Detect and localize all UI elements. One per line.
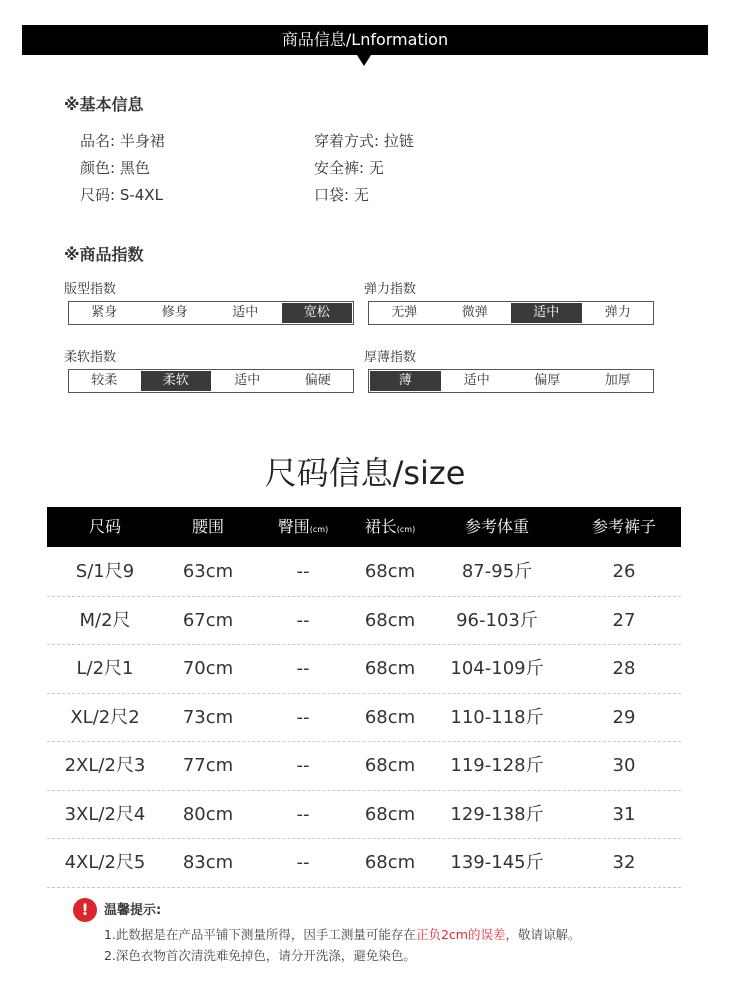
table-cell: -- <box>296 852 310 873</box>
index-option: 薄 <box>370 371 441 391</box>
table-cell: 32 <box>612 852 636 873</box>
index-option: 偏硬 <box>304 373 331 388</box>
table-row <box>47 597 681 645</box>
row-divider <box>47 887 681 888</box>
info-wear: 穿着方式: 拉链 <box>314 132 414 150</box>
size-table-header <box>47 507 681 547</box>
index-option: 适中 <box>511 303 582 323</box>
index-scale-fit <box>68 301 354 325</box>
table-cell: L/2尺1 <box>76 658 134 679</box>
index-scale-thickness <box>368 369 654 393</box>
tips-title: 温馨提示: <box>104 903 162 918</box>
table-cell: 30 <box>612 755 636 776</box>
table-cell: 104-109斤 <box>450 658 544 679</box>
index-label-elasticity: 弹力指数 <box>364 282 417 297</box>
index-option: 较柔 <box>91 373 118 388</box>
table-row <box>47 839 681 887</box>
table-cell: -- <box>296 706 310 728</box>
index-option: 修身 <box>161 305 188 320</box>
basic-info-title: ※基本信息 <box>64 95 144 114</box>
index-label-fit: 版型指数 <box>64 282 117 297</box>
table-cell: 68cm <box>364 803 416 825</box>
table-cell: 2XL/2尺3 <box>64 755 146 776</box>
table-cell: 31 <box>612 803 636 825</box>
header-size: 尺码 <box>88 517 121 536</box>
table-cell: 27 <box>612 609 636 631</box>
section-banner <box>22 25 708 55</box>
index-option: 紧身 <box>91 305 118 320</box>
index-option: 适中 <box>234 373 261 388</box>
info-safety-shorts: 安全裤: 无 <box>314 159 384 177</box>
table-cell: M/2尺 <box>79 609 131 631</box>
table-cell: 96-103斤 <box>456 609 538 631</box>
tips-note-highlight: 正负2cm的误差 <box>415 927 506 942</box>
info-color: 颜色: 黑色 <box>80 159 150 177</box>
table-row <box>47 791 681 839</box>
table-cell: XL/2尺2 <box>70 706 140 728</box>
table-cell: 68cm <box>364 658 416 679</box>
table-cell: 26 <box>612 561 636 582</box>
header-pants: 参考裤子 <box>591 517 656 536</box>
table-cell: 83cm <box>182 852 234 873</box>
index-option: 适中 <box>232 305 259 320</box>
index-option: 宽松 <box>282 303 353 323</box>
index-option: 适中 <box>463 373 490 388</box>
table-cell: -- <box>296 561 310 582</box>
table-row <box>47 694 681 742</box>
table-cell: 29 <box>612 706 636 728</box>
index-option: 偏厚 <box>534 373 561 388</box>
table-cell: 68cm <box>364 609 416 631</box>
table-cell: 73cm <box>182 706 234 728</box>
table-cell: 67cm <box>182 609 234 631</box>
header-waist: 腰围 <box>191 517 224 536</box>
banner-title: 商品信息/Lnformation <box>281 30 449 49</box>
table-cell: 63cm <box>182 561 234 582</box>
info-name: 品名: 半身裙 <box>80 132 165 150</box>
index-scale-elasticity <box>368 301 654 325</box>
table-cell: 87-95斤 <box>461 561 533 582</box>
table-cell: 4XL/2尺5 <box>64 852 146 873</box>
index-option: 微弹 <box>461 305 488 320</box>
table-cell: 129-138斤 <box>450 803 544 825</box>
table-cell: 77cm <box>182 755 234 776</box>
tips-note-2: 2.深色衣物首次清洗难免掉色，请分开洗涤，避免染色。 <box>104 948 416 963</box>
table-cell: -- <box>296 609 310 631</box>
info-pocket: 口袋: 无 <box>314 186 369 204</box>
table-cell: 68cm <box>364 706 416 728</box>
table-cell: 68cm <box>364 561 416 582</box>
table-row <box>47 645 681 693</box>
index-scale-softness <box>68 369 354 393</box>
index-option: 柔软 <box>141 371 212 391</box>
table-cell: -- <box>296 803 310 825</box>
table-cell: 68cm <box>364 852 416 873</box>
header-weight: 参考体重 <box>464 517 529 536</box>
tips-note-1: 1.此数据是在产品平铺下测量所得，因手工测量可能存在正负2cm的误差，敬请谅解。 <box>104 927 581 942</box>
index-option: 弹力 <box>604 305 631 320</box>
warning-icon: ! <box>73 898 97 922</box>
table-row <box>47 742 681 790</box>
product-index-title: ※商品指数 <box>64 245 144 264</box>
index-label-softness: 柔软指数 <box>64 350 117 365</box>
header-length: 裙长(cm) <box>364 517 416 536</box>
table-cell: 3XL/2尺4 <box>64 803 146 825</box>
index-label-thickness: 厚薄指数 <box>364 350 417 365</box>
index-option: 加厚 <box>604 373 631 388</box>
table-cell: 80cm <box>182 803 234 825</box>
table-cell: -- <box>296 755 310 776</box>
table-cell: -- <box>296 658 310 679</box>
index-option: 无弹 <box>391 305 418 320</box>
table-cell: S/1尺9 <box>75 561 135 582</box>
info-size: 尺码: S-4XL <box>80 186 163 204</box>
banner-arrow-icon <box>357 55 371 66</box>
table-cell: 139-145斤 <box>450 852 544 873</box>
table-cell: 28 <box>612 658 636 679</box>
table-cell: 68cm <box>364 755 416 776</box>
table-cell: 119-128斤 <box>450 755 544 776</box>
table-cell: 70cm <box>182 658 234 679</box>
table-row <box>47 548 681 596</box>
header-hip: 臀围(cm) <box>277 517 329 536</box>
size-info-title: 尺码信息/size <box>264 454 466 492</box>
table-cell: 110-118斤 <box>450 706 544 728</box>
